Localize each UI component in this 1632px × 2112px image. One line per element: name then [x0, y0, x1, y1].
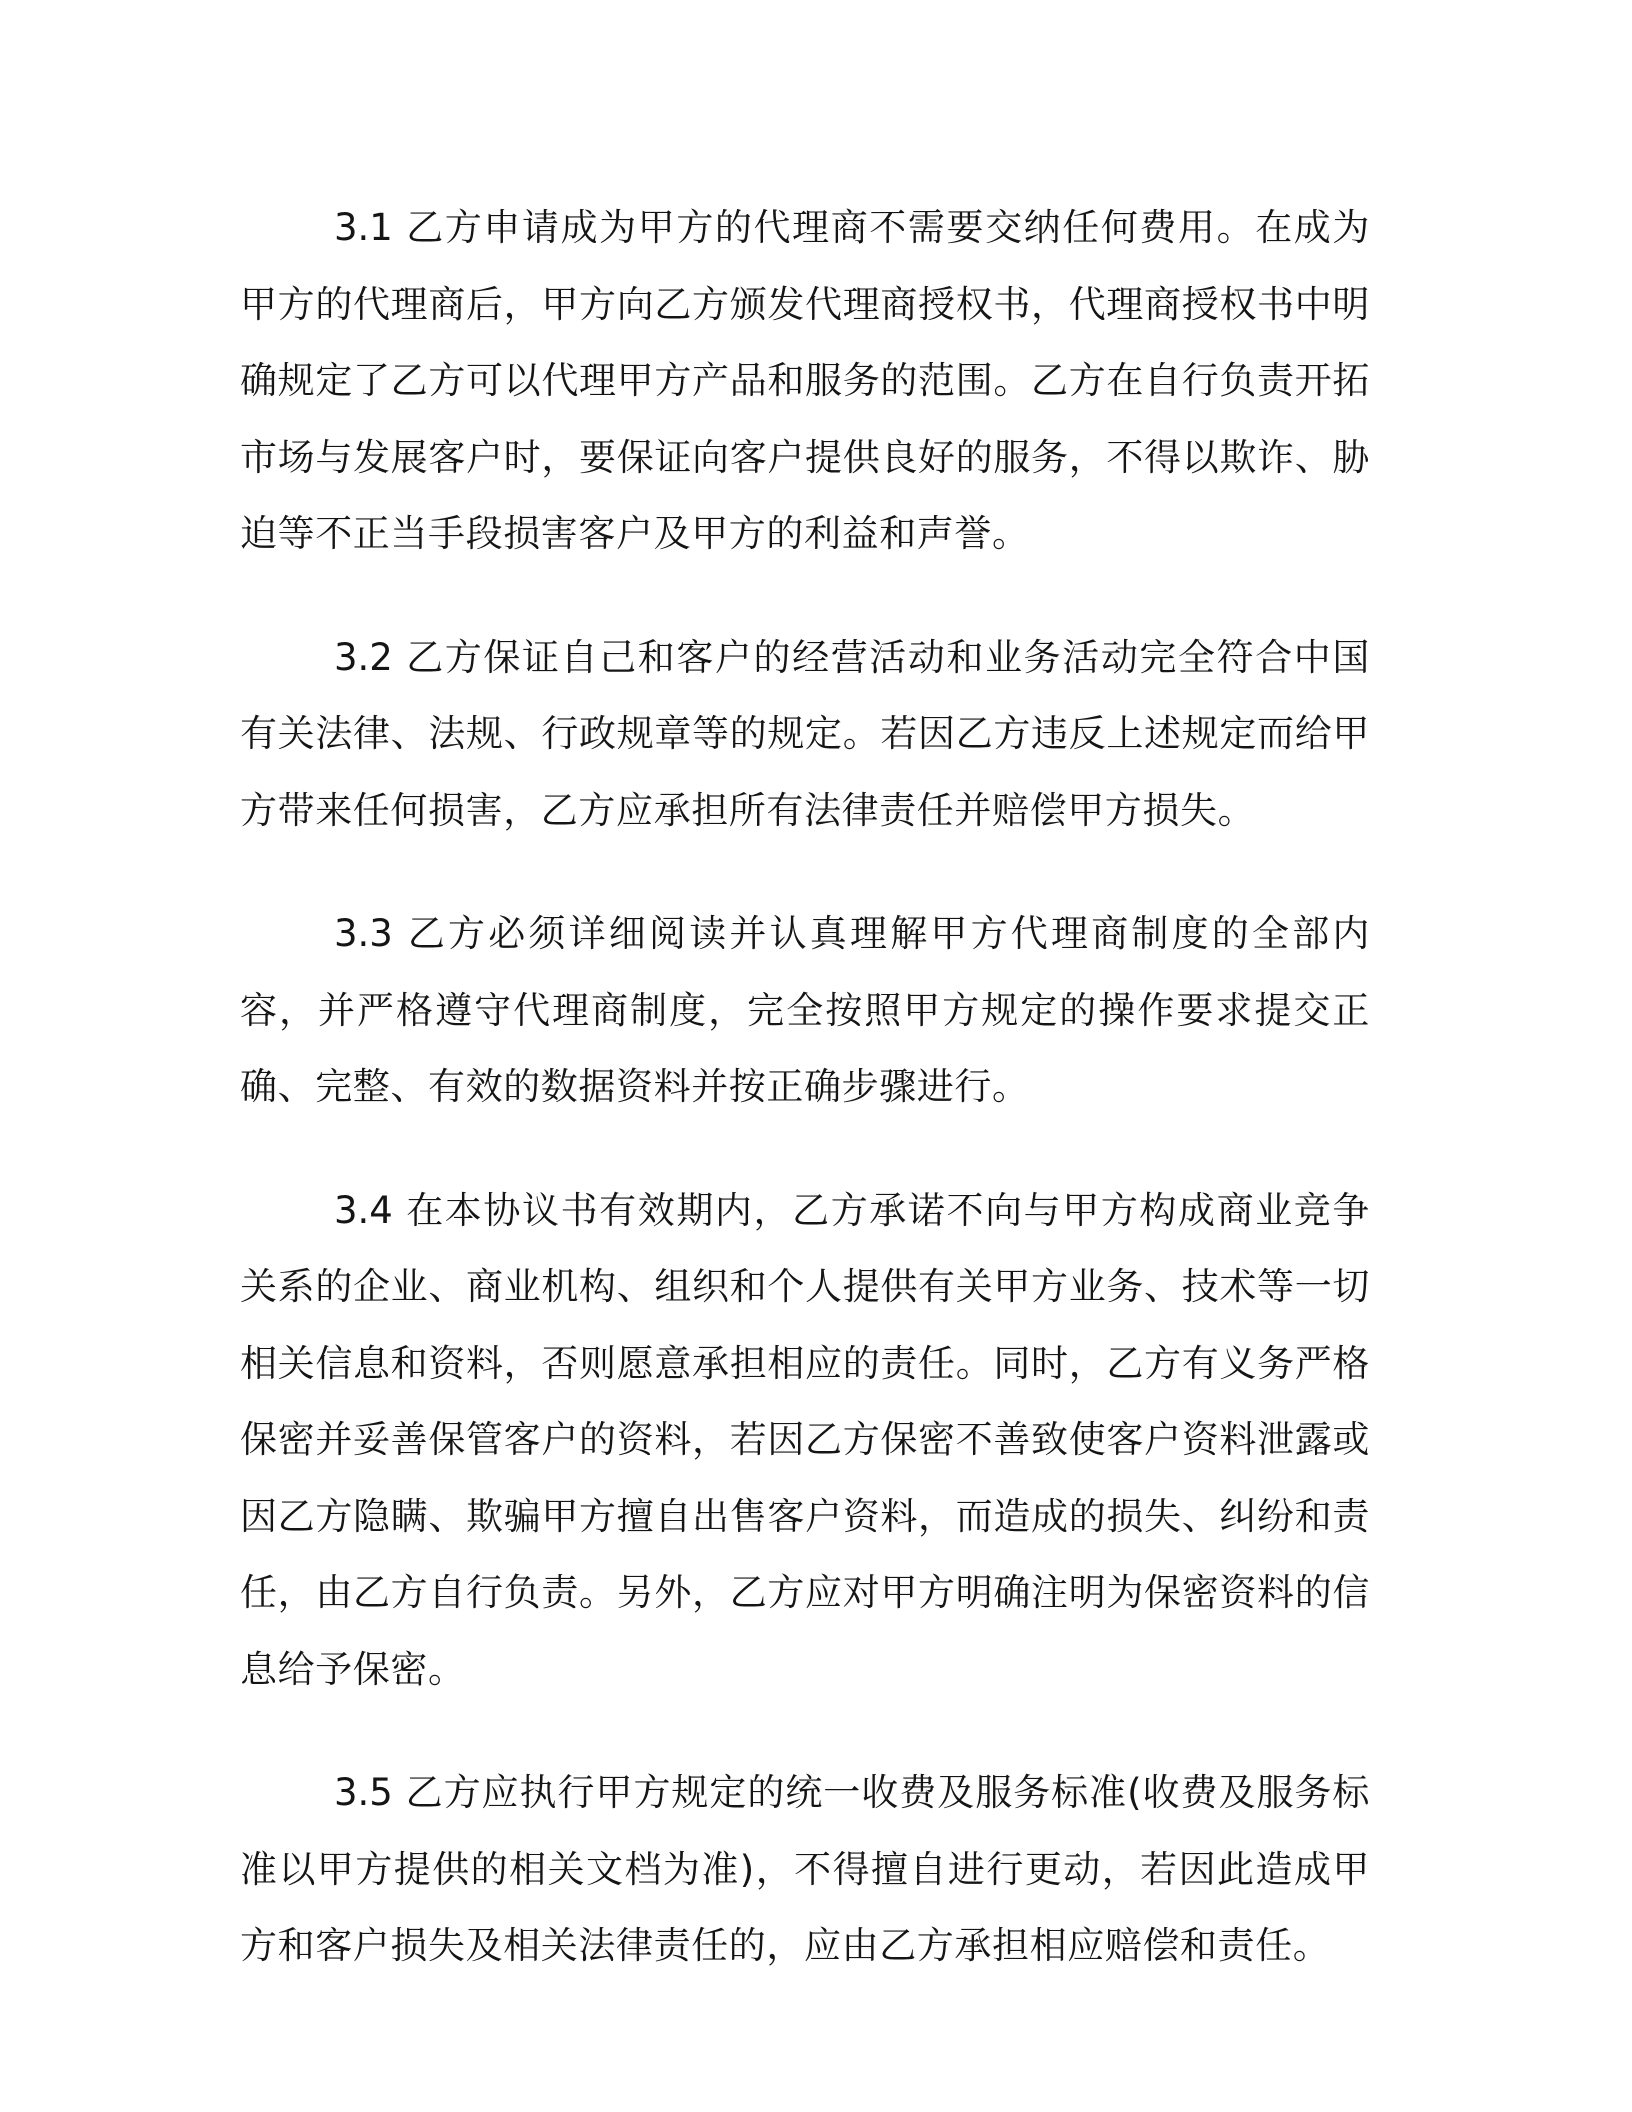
clause-3-5 — [240, 1755, 1370, 1985]
document-body — [240, 190, 1370, 2032]
clause-text: 在本协议书有效期内，乙方承诺不向与甲方构成商业竞争关系的企业、商业机构、组织和个人提供有关甲方业务、技术等一切相关信息和资料，否则愿意承担相应的责任。同时，乙方有义务严格保密并妥善保管客户的资料，若因乙方保密不善致使客户资料泄露或因乙方隐瞒、欺骗甲方擅自出售客户资料，而造成的损失、纠纷和责任，由乙方自行负责。另外，乙方应对甲方明确注明为保密资料的信息给予保密。 — [240, 1188, 1370, 1691]
clause-text: 乙方申请成为甲方的代理商不需要交纳任何费用。在成为甲方的代理商后，甲方向乙方颁发代理商授权书，代理商授权书中明确规定了乙方可以代理甲方产品和服务的范围。乙方在自行负责开拓市场与发展客户时，要保证向客户提供良好的服务，不得以欺诈、胁迫等不正当手段损害客户及甲方的利益和声誉。 — [240, 206, 1370, 555]
clause-text: 乙方保证自己和客户的经营活动和业务活动完全符合中国有关法律、法规、行政规章等的规定。若因乙方违反上述规定而给甲方带来任何损害，乙方应承担所有法律责任并赔偿甲方损失。 — [240, 635, 1370, 832]
clause-number: 3.4 — [334, 1188, 393, 1232]
clause-number: 3.1 — [334, 206, 393, 249]
clause-3-2 — [240, 620, 1370, 850]
clause-text: 乙方应执行甲方规定的统一收费及服务标准(收费及服务标准以甲方提供的相关文档为准)，不得擅自进行更动，若因此造成甲方和客户损失及相关法律责任的，应由乙方承担相应赔偿和责任。 — [240, 1771, 1370, 1967]
clause-3-4 — [240, 1173, 1370, 1709]
clause-3-3 — [240, 896, 1370, 1126]
clause-number: 3.3 — [334, 912, 393, 955]
clause-number: 3.5 — [334, 1771, 393, 1814]
clause-3-1 — [240, 190, 1370, 573]
clause-number: 3.2 — [334, 635, 393, 679]
clause-text: 乙方必须详细阅读并认真理解甲方代理商制度的全部内容，并严格遵守代理商制度，完全按照甲方规定的操作要求提交正确、完整、有效的数据资料并按正确步骤进行。 — [240, 912, 1370, 1108]
